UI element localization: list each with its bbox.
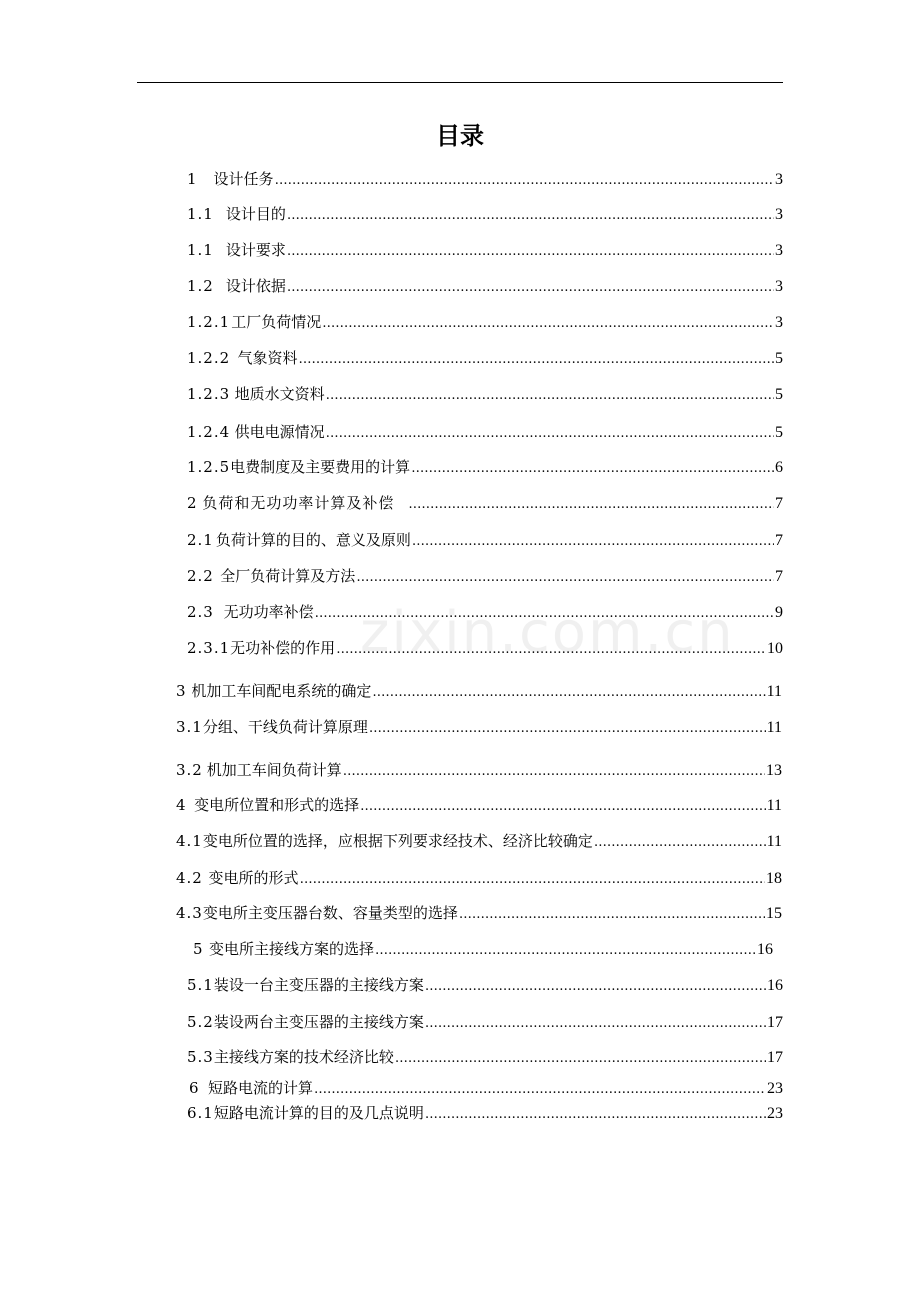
toc-entry-page: 16 xyxy=(757,941,773,958)
toc-entry-page: 23 xyxy=(767,1105,783,1122)
toc-entry-label: 变电所主变压器台数、容量类型的选择 xyxy=(202,904,458,922)
toc-entry-5-3[interactable] xyxy=(187,1045,783,1069)
toc-entry-page: 3 xyxy=(775,278,783,295)
toc-entry-label: 气象资料 xyxy=(237,349,298,367)
toc-entry-page: 3 xyxy=(775,314,783,331)
toc-entry-1-2[interactable] xyxy=(187,274,783,298)
toc-entry-label: 地质水文资料 xyxy=(234,385,325,403)
toc-entry-number: 4.2 xyxy=(176,869,203,887)
toc-entry-label: 设计目的 xyxy=(225,205,286,223)
leader-dots xyxy=(322,312,774,336)
toc-entry-number: 1.2.2 xyxy=(187,349,231,367)
toc-entry-4[interactable] xyxy=(176,793,782,817)
toc-entry-4-3[interactable] xyxy=(176,901,782,925)
toc-entry-label: 分组、干线负荷计算原理 xyxy=(202,718,368,736)
leader-dots xyxy=(425,1103,766,1127)
toc-entry-3-1[interactable] xyxy=(176,715,782,739)
toc-entry-2-1[interactable] xyxy=(187,528,783,552)
leader-dots xyxy=(336,638,766,662)
toc-entry-page: 13 xyxy=(766,762,782,779)
leader-dots xyxy=(287,276,774,300)
toc-entry-label: 设计任务 xyxy=(213,170,274,188)
toc-entry-number: 6 xyxy=(189,1079,200,1097)
toc-entry-number: 1.2 xyxy=(187,277,214,295)
toc-entry-label: 负荷计算的目的、意义及原则 xyxy=(215,531,411,549)
toc-entry-number: 1 xyxy=(187,170,198,188)
toc-entry-page: 3 xyxy=(775,171,783,188)
toc-entry-number: 6.1 xyxy=(187,1104,214,1122)
toc-entry-page: 7 xyxy=(775,568,783,585)
toc-entry-number: 5.3 xyxy=(187,1048,214,1066)
leader-dots xyxy=(343,760,765,784)
leader-dots xyxy=(315,602,774,626)
toc-entry-label: 变电所主接线方案的选择 xyxy=(208,940,374,958)
toc-entry-number: 1.2.5 xyxy=(187,458,231,476)
toc-entry-number: 4.3 xyxy=(176,904,203,922)
leader-dots xyxy=(425,975,766,999)
toc-entry-page: 17 xyxy=(767,1049,783,1066)
leader-dots xyxy=(594,831,766,855)
toc-entry-number: 5.1 xyxy=(187,976,214,994)
toc-entry-1-2-4[interactable] xyxy=(187,420,783,444)
toc-entry-1-1[interactable] xyxy=(187,202,783,226)
leader-dots xyxy=(372,681,765,705)
toc-entry-label: 设计要求 xyxy=(225,241,286,259)
toc-entry-page: 9 xyxy=(775,604,783,621)
toc-entry-page: 5 xyxy=(775,424,783,441)
toc-entry-label: 短路电流的计算 xyxy=(207,1079,313,1097)
toc-entry-label: 装设两台主变压器的主接线方案 xyxy=(213,1013,424,1031)
toc-entry-number: 4 xyxy=(176,796,187,814)
leader-dots xyxy=(314,1078,766,1102)
leader-dots xyxy=(412,530,774,554)
toc-entry-2-3[interactable] xyxy=(187,600,783,624)
toc-entry-2[interactable] xyxy=(187,491,783,515)
leader-dots xyxy=(425,1012,766,1036)
leader-dots xyxy=(300,868,765,892)
toc-entry-label: 电费制度及主要费用的计算 xyxy=(230,458,411,476)
toc-entry-label: 负荷和无功功率计算及补偿 xyxy=(202,494,395,512)
toc-entry-label: 供电电源情况 xyxy=(234,423,325,441)
toc-entry-1-1b[interactable] xyxy=(187,238,783,262)
leader-dots xyxy=(287,240,774,264)
toc-entry-page: 18 xyxy=(766,870,782,887)
toc-entry-label: 装设一台主变压器的主接线方案 xyxy=(213,976,424,994)
toc-entry-page: 11 xyxy=(766,833,782,850)
leader-dots xyxy=(369,717,766,741)
toc-entry-label: 无功功率补偿 xyxy=(223,603,314,621)
toc-entry-number: 3.1 xyxy=(176,718,203,736)
toc-entry-label: 变电所位置和形式的选择 xyxy=(194,796,360,814)
toc-entry-number: 1.2.4 xyxy=(187,423,231,441)
toc-entry-page: 7 xyxy=(775,495,783,512)
toc-entry-3[interactable] xyxy=(176,679,782,703)
toc-entry-5-2[interactable] xyxy=(187,1010,783,1034)
toc-entry-number: 2.1 xyxy=(187,531,214,549)
toc-entry-label: 设计依据 xyxy=(225,277,286,295)
toc-entry-number: 1.1 xyxy=(187,241,214,259)
toc-entry-page: 6 xyxy=(775,459,783,476)
toc-entry-number: 2.3.1 xyxy=(187,639,231,657)
leader-dots xyxy=(356,566,774,590)
toc-entry-4-2[interactable] xyxy=(176,866,782,890)
toc-entry-1[interactable] xyxy=(187,167,783,191)
toc-entry-label: 变电所位置的选择，应根据下列要求经技术、经济比较确定 xyxy=(202,832,593,850)
leader-dots xyxy=(326,422,774,446)
toc-entry-5[interactable] xyxy=(193,937,773,961)
toc-entry-number: 5.2 xyxy=(187,1013,214,1031)
toc-entry-number: 1.2.1 xyxy=(187,313,231,331)
leader-dots xyxy=(395,1047,766,1071)
toc-entry-page: 15 xyxy=(766,905,782,922)
toc-entry-page: 10 xyxy=(767,640,783,657)
toc-entry-number: 2.3 xyxy=(187,603,214,621)
toc-entry-page: 11 xyxy=(766,719,782,736)
toc-entry-label: 变电所的形式 xyxy=(208,869,299,887)
toc-entry-label: 主接线方案的技术经济比较 xyxy=(213,1048,394,1066)
header-rule xyxy=(137,82,783,83)
toc-title: 目录 xyxy=(436,122,484,150)
toc-entry-page: 11 xyxy=(766,683,782,700)
leader-dots xyxy=(287,204,774,228)
leader-dots xyxy=(375,939,756,963)
toc-entry-page: 11 xyxy=(766,797,782,814)
toc-entry-3-2[interactable] xyxy=(176,758,782,782)
leader-dots xyxy=(326,384,774,408)
toc-entry-6-1[interactable] xyxy=(187,1101,783,1125)
toc-entry-5-1[interactable] xyxy=(187,973,783,997)
toc-entry-label: 全厂负荷计算及方法 xyxy=(220,567,356,585)
toc-entry-label: 工厂负荷情况 xyxy=(231,313,322,331)
toc-entry-page: 3 xyxy=(775,206,783,223)
toc-entry-number: 3 xyxy=(176,682,187,700)
leader-dots xyxy=(299,348,774,372)
toc-entry-number: 5 xyxy=(193,940,204,958)
toc-entry-1-2-1[interactable] xyxy=(187,310,783,334)
toc-entry-label: 无功补偿的作用 xyxy=(230,639,336,657)
toc-entry-number: 2 xyxy=(187,494,198,512)
toc-entry-label: 短路电流计算的目的及几点说明 xyxy=(213,1104,424,1122)
toc-entry-number: 1.2.3 xyxy=(187,385,231,403)
toc-entry-page: 3 xyxy=(775,242,783,259)
toc-entry-6[interactable] xyxy=(189,1076,783,1100)
leader-dots xyxy=(411,457,774,481)
toc-entry-1-2-2[interactable] xyxy=(187,346,783,370)
toc-entry-page: 23 xyxy=(767,1080,783,1097)
toc-entry-2-2[interactable] xyxy=(187,564,783,588)
toc-entry-number: 1.1 xyxy=(187,205,214,223)
toc-entry-page: 5 xyxy=(775,386,783,403)
toc-entry-number: 2.2 xyxy=(187,567,214,585)
toc-entry-page: 7 xyxy=(775,532,783,549)
watermark: zixin.com.cn xyxy=(360,600,735,665)
leader-dots xyxy=(459,903,765,927)
toc-entry-number: 3.2 xyxy=(176,761,203,779)
leader-dots xyxy=(408,493,774,517)
toc-entry-page: 16 xyxy=(767,977,783,994)
toc-entry-1-2-3[interactable] xyxy=(187,382,783,406)
toc-entry-1-2-5[interactable] xyxy=(187,455,783,479)
leader-dots xyxy=(275,169,774,193)
toc-entry-label: 机加工车间配电系统的确定 xyxy=(191,682,372,700)
toc-entry-page: 17 xyxy=(767,1014,783,1031)
toc-entry-4-1[interactable] xyxy=(176,829,782,853)
leader-dots xyxy=(360,795,765,819)
toc-entry-label: 机加工车间负荷计算 xyxy=(206,761,342,779)
toc-entry-2-3-1[interactable] xyxy=(187,636,783,660)
toc-entry-number: 4.1 xyxy=(176,832,203,850)
toc-entry-page: 5 xyxy=(775,350,783,367)
